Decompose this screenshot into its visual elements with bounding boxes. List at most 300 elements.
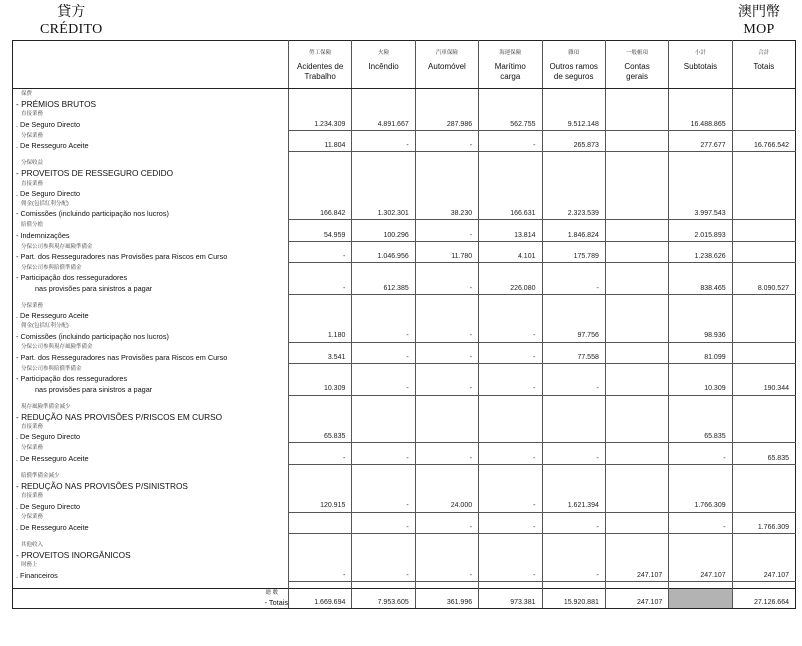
value-cell (669, 263, 732, 274)
total-value-cell: 1.669.694 (289, 598, 352, 609)
row-label: 分保公司参與賠償準備金 (21, 365, 82, 372)
value-cell (669, 241, 732, 252)
column-header-pt: Automóvel (428, 62, 466, 71)
value-cell (732, 220, 795, 231)
value-cell (732, 491, 795, 501)
value-cell (415, 443, 478, 454)
value-cell (669, 158, 732, 168)
value-cell (479, 109, 542, 119)
value-cell: 9.512.148 (542, 120, 605, 131)
value-cell (289, 89, 352, 100)
value-cell (415, 491, 478, 501)
value-cell (732, 109, 795, 119)
value-cell (669, 189, 732, 199)
value-cell (732, 158, 795, 168)
value-cell (732, 560, 795, 570)
chinese-caption-row (13, 158, 796, 168)
value-cell (542, 179, 605, 189)
value-cell: - (352, 141, 415, 152)
section-heading-row (13, 99, 796, 109)
value-cell (289, 588, 352, 598)
value-cell: 97.756 (542, 331, 605, 342)
value-cell (289, 99, 352, 109)
row-label (13, 581, 289, 588)
value-cell (352, 491, 415, 501)
value-cell (415, 263, 478, 274)
value-cell (415, 99, 478, 109)
column-header-4 (542, 41, 605, 89)
row-label: 分保公司参與現存風險準備金 (21, 243, 93, 250)
value-cell (289, 550, 352, 560)
value-cell (669, 311, 732, 321)
value-cell (669, 550, 732, 560)
value-cell (542, 512, 605, 523)
value-cell: 3.541 (289, 353, 352, 364)
value-cell: 247.107 (732, 571, 795, 582)
value-cell (605, 301, 668, 311)
value-cell (289, 199, 352, 209)
row-label: 其他收入 (21, 542, 44, 548)
row-label: nas provisões para sinistros a pagar (35, 384, 153, 394)
total-value-cell: 973.381 (479, 598, 542, 609)
value-cell (542, 443, 605, 454)
value-cell (542, 241, 605, 252)
value-cell (352, 374, 415, 384)
column-header-row (13, 41, 796, 89)
value-cell (732, 588, 795, 598)
value-cell (732, 501, 795, 512)
value-cell (289, 560, 352, 570)
value-cell (542, 321, 605, 331)
value-cell (732, 209, 795, 220)
value-cell (289, 364, 352, 375)
value-cell (669, 220, 732, 231)
value-cell (732, 301, 795, 311)
column-header-5 (605, 41, 668, 89)
value-cell (352, 158, 415, 168)
currency-heading-zh: 澳門幣 (738, 4, 780, 20)
value-cell: 1.766.309 (669, 501, 732, 512)
column-header-zh: 火險 (378, 50, 390, 56)
value-cell (542, 342, 605, 353)
row-label: 直接業務 (21, 180, 44, 187)
value-cell (732, 179, 795, 189)
chinese-caption-row (13, 560, 796, 570)
value-cell (732, 364, 795, 375)
row-label: - Part. dos Resseguradores nas Provisões para Riscos em Curso (16, 353, 228, 363)
totals-label-zh: 總 數 (13, 588, 289, 598)
value-cell: - (479, 353, 542, 364)
value-cell (542, 374, 605, 384)
row-label: . De Seguro Directo (16, 188, 81, 198)
value-cell (479, 130, 542, 141)
row-label: 賠償準備金減少 (21, 472, 60, 479)
credit-statement-table (12, 40, 796, 609)
value-cell (669, 342, 732, 353)
value-cell (669, 199, 732, 209)
chinese-caption-row (13, 241, 796, 252)
value-cell (479, 89, 542, 100)
column-header-pt: Trabalho (304, 71, 336, 81)
value-cell: 4.101 (479, 252, 542, 263)
value-cell: - (289, 252, 352, 263)
row-label: - Comissões (incluindo participação nos lucros) (16, 209, 169, 219)
value-cell (542, 560, 605, 570)
table-row (13, 284, 796, 295)
value-cell (289, 481, 352, 491)
value-cell (542, 220, 605, 231)
value-cell: - (542, 571, 605, 582)
currency-heading-pt: MOP (743, 22, 775, 37)
value-cell: 16.488.865 (669, 120, 732, 131)
value-cell (415, 311, 478, 321)
totals-row (13, 598, 796, 609)
value-cell (732, 342, 795, 353)
value-cell (479, 443, 542, 454)
value-cell (605, 209, 668, 220)
value-cell (542, 540, 605, 550)
value-cell (732, 168, 795, 178)
value-cell (605, 374, 668, 384)
column-header-zh: 合計 (758, 50, 770, 56)
value-cell (542, 263, 605, 274)
value-cell (352, 342, 415, 353)
value-cell (479, 540, 542, 550)
value-cell (605, 454, 668, 465)
value-cell (479, 581, 542, 588)
value-cell (415, 432, 478, 443)
value-cell (732, 263, 795, 274)
value-cell (605, 130, 668, 141)
table-row (13, 311, 796, 321)
value-cell (669, 581, 732, 588)
value-cell (289, 512, 352, 523)
value-cell: 247.107 (605, 571, 668, 582)
value-cell: 77.558 (542, 353, 605, 364)
row-label: 分保收益 (21, 160, 44, 167)
value-cell (605, 412, 668, 422)
value-cell: - (415, 571, 478, 582)
value-cell: 2.323.539 (542, 209, 605, 220)
value-cell: 166.842 (289, 209, 352, 220)
value-cell (415, 481, 478, 491)
value-cell (415, 364, 478, 375)
value-cell (479, 560, 542, 570)
section-heading-row (13, 168, 796, 178)
value-cell (289, 241, 352, 252)
value-cell (479, 550, 542, 560)
value-cell (605, 588, 668, 598)
value-cell: - (415, 331, 478, 342)
value-cell (605, 402, 668, 412)
value-cell (542, 412, 605, 422)
table-row (13, 432, 796, 443)
value-cell (479, 402, 542, 412)
value-cell (415, 199, 478, 209)
value-cell (732, 331, 795, 342)
value-cell: - (479, 384, 542, 395)
value-cell (605, 540, 668, 550)
row-label: 直接業務 (21, 111, 44, 118)
chinese-caption-row (13, 301, 796, 311)
value-cell (479, 512, 542, 523)
value-cell (352, 89, 415, 100)
value-cell: - (352, 331, 415, 342)
value-cell (352, 443, 415, 454)
value-cell (415, 220, 478, 231)
chinese-caption-row (13, 364, 796, 375)
value-cell (542, 550, 605, 560)
section-heading-row (13, 550, 796, 560)
value-cell (289, 412, 352, 422)
value-cell (352, 560, 415, 570)
column-header-pt: Subtotais (683, 62, 718, 71)
value-cell (605, 220, 668, 231)
value-cell (605, 252, 668, 263)
value-cell (669, 301, 732, 311)
value-cell (605, 364, 668, 375)
value-cell (542, 199, 605, 209)
value-cell: 265.873 (542, 141, 605, 152)
value-cell (542, 168, 605, 178)
row-label: 分保業務 (21, 302, 44, 309)
value-cell (669, 168, 732, 178)
chinese-caption-row (13, 109, 796, 119)
totals-label: - Totais (13, 598, 289, 609)
row-label: 財務上 (21, 562, 38, 569)
row-label: - PRÉMIOS BRUTOS (16, 99, 97, 110)
row-label: - REDUÇÃO NAS PROVISÕES P/SINISTROS (16, 481, 188, 491)
table-row (13, 189, 796, 199)
value-cell (542, 588, 605, 598)
table-row (13, 384, 796, 395)
value-cell (352, 199, 415, 209)
value-cell (415, 422, 478, 432)
chinese-caption-row (13, 263, 796, 274)
value-cell (542, 273, 605, 283)
value-cell (605, 550, 668, 560)
value-cell (605, 179, 668, 189)
value-cell (415, 89, 478, 100)
value-cell (669, 512, 732, 523)
value-cell (605, 443, 668, 454)
value-cell (732, 189, 795, 199)
value-cell (605, 241, 668, 252)
chinese-caption-row (13, 130, 796, 141)
shaded-cell (669, 588, 732, 598)
value-cell (479, 99, 542, 109)
value-cell (605, 263, 668, 274)
value-cell (415, 550, 478, 560)
value-cell (732, 321, 795, 331)
value-cell: 100.296 (352, 231, 415, 242)
value-cell (352, 432, 415, 443)
value-cell: 1.180 (289, 331, 352, 342)
value-cell (289, 179, 352, 189)
value-cell (542, 89, 605, 100)
row-label: 直接業務 (21, 493, 44, 500)
value-cell (352, 179, 415, 189)
value-cell (605, 168, 668, 178)
value-cell (352, 588, 415, 598)
chinese-caption-row (13, 179, 796, 189)
value-cell: 10.309 (669, 384, 732, 395)
value-cell (605, 89, 668, 100)
value-cell (605, 141, 668, 152)
value-cell (289, 374, 352, 384)
row-label: . De Seguro Directo (16, 432, 81, 442)
value-cell (732, 471, 795, 481)
value-cell (415, 109, 478, 119)
total-value-cell: 15.920.881 (542, 598, 605, 609)
value-cell: 38.230 (415, 209, 478, 220)
value-cell (605, 560, 668, 570)
value-cell (479, 263, 542, 274)
value-cell (605, 471, 668, 481)
value-cell (352, 130, 415, 141)
value-cell (289, 168, 352, 178)
table-row (13, 273, 796, 283)
total-value-cell: 361.996 (415, 598, 478, 609)
value-cell (669, 374, 732, 384)
row-label: - Indemnizações (16, 230, 70, 240)
value-cell (669, 273, 732, 283)
value-cell: - (415, 231, 478, 242)
value-cell: - (669, 523, 732, 534)
value-cell: 1.046.956 (352, 252, 415, 263)
value-cell: 287.986 (415, 120, 478, 131)
table-row (13, 501, 796, 512)
value-cell (415, 130, 478, 141)
value-cell (732, 99, 795, 109)
value-cell (605, 481, 668, 491)
value-cell: - (415, 141, 478, 152)
value-cell (669, 89, 732, 100)
row-label: 分保公司参與賠償準備金 (21, 264, 82, 271)
value-cell (732, 443, 795, 454)
value-cell (669, 471, 732, 481)
value-cell (669, 179, 732, 189)
value-cell: 120.915 (289, 501, 352, 512)
value-cell (479, 588, 542, 598)
totals-caption-row (13, 588, 796, 598)
chinese-caption-row (13, 199, 796, 209)
value-cell (732, 540, 795, 550)
table-row (13, 231, 796, 242)
value-cell (542, 402, 605, 412)
value-cell (669, 412, 732, 422)
column-header-6 (669, 41, 732, 89)
value-cell (352, 364, 415, 375)
row-label: . De Resseguro Aceite (16, 311, 89, 320)
value-cell (542, 481, 605, 491)
value-cell (415, 512, 478, 523)
section-heading-row (13, 481, 796, 491)
value-cell (352, 273, 415, 283)
table-row (13, 571, 796, 582)
value-cell (479, 301, 542, 311)
row-label: nas provisões para sinistros a pagar (35, 283, 153, 293)
value-cell: - (289, 571, 352, 582)
value-cell (289, 263, 352, 274)
value-cell (415, 179, 478, 189)
table-row (13, 353, 796, 364)
value-cell (542, 99, 605, 109)
value-cell (352, 109, 415, 119)
value-cell (542, 491, 605, 501)
value-cell (732, 199, 795, 209)
value-cell (415, 581, 478, 588)
value-cell (732, 374, 795, 384)
value-cell: - (415, 454, 478, 465)
value-cell (479, 491, 542, 501)
row-label: . De Seguro Directo (16, 119, 81, 129)
value-cell (415, 471, 478, 481)
column-header-pt: Outros ramos (549, 62, 598, 71)
value-cell (352, 321, 415, 331)
value-cell (605, 331, 668, 342)
value-cell (542, 311, 605, 321)
table-row (13, 252, 796, 263)
value-cell (479, 481, 542, 491)
row-label: - PROVEITOS DE RESSEGURO CEDIDO (16, 168, 174, 179)
value-cell: 98.936 (669, 331, 732, 342)
value-cell (669, 364, 732, 375)
value-cell (289, 471, 352, 481)
value-cell (605, 342, 668, 353)
value-cell (605, 581, 668, 588)
row-label: . De Resseguro Aceite (16, 523, 89, 533)
value-cell (542, 189, 605, 199)
currency-heading (724, 4, 794, 38)
value-cell: - (352, 571, 415, 582)
value-cell (415, 189, 478, 199)
column-header-zh: 雜項 (568, 50, 580, 56)
value-cell: - (542, 454, 605, 465)
column-header-zh: 一般帳項 (626, 50, 649, 56)
value-cell (669, 402, 732, 412)
row-label: - Participação dos resseguradores (16, 273, 128, 283)
value-cell: 65.835 (732, 454, 795, 465)
chinese-caption-row (13, 321, 796, 331)
row-label: 分保業務 (21, 514, 44, 521)
credit-heading-pt: CRÉDITO (40, 22, 103, 37)
value-cell (289, 540, 352, 550)
value-cell (352, 512, 415, 523)
value-cell (479, 422, 542, 432)
value-cell (732, 231, 795, 242)
section-heading-row (13, 412, 796, 422)
value-cell (605, 284, 668, 295)
table-row (13, 374, 796, 384)
table-row (13, 141, 796, 152)
value-cell: 190.344 (732, 384, 795, 395)
value-cell (732, 273, 795, 283)
row-label: - PROVEITOS INORGÂNICOS (16, 550, 131, 561)
row-label: - REDUÇÃO NAS PROVISÕES P/RISCOS EM CURSO (16, 411, 223, 422)
credit-heading-zh: 貸方 (57, 4, 86, 20)
value-cell (352, 220, 415, 231)
spacer-row (13, 581, 796, 588)
value-cell (289, 109, 352, 119)
value-cell (289, 158, 352, 168)
value-cell (605, 501, 668, 512)
value-cell: 4.891.667 (352, 120, 415, 131)
value-cell (542, 432, 605, 443)
column-header-pt: Contas (624, 62, 650, 71)
value-cell (479, 471, 542, 481)
value-cell (605, 189, 668, 199)
